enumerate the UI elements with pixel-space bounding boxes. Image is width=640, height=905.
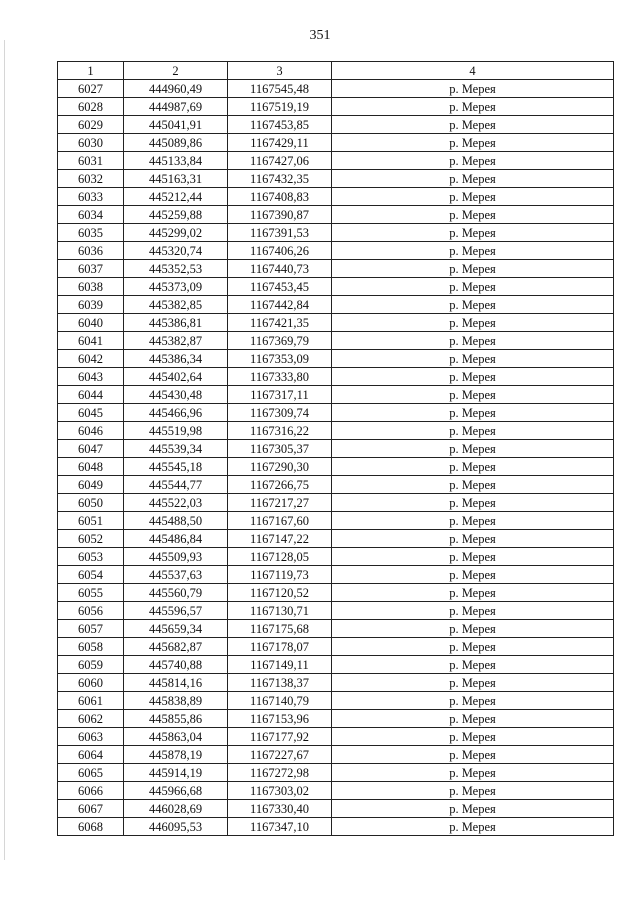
point-number-cell: 6028 xyxy=(58,98,124,116)
table-row xyxy=(58,422,614,440)
point-number-cell: 6049 xyxy=(58,476,124,494)
y-coordinate-cell: 1167330,40 xyxy=(228,800,332,818)
y-coordinate-cell: 1167545,48 xyxy=(228,80,332,98)
y-coordinate-cell: 1167153,96 xyxy=(228,710,332,728)
description-cell: р. Мерея xyxy=(332,440,614,458)
description-cell: р. Мерея xyxy=(332,512,614,530)
y-coordinate-cell: 1167138,37 xyxy=(228,674,332,692)
point-number-cell: 6063 xyxy=(58,728,124,746)
table-body xyxy=(58,80,614,836)
table-row xyxy=(58,188,614,206)
point-number-cell: 6042 xyxy=(58,350,124,368)
description-cell: р. Мерея xyxy=(332,602,614,620)
point-number-cell: 6033 xyxy=(58,188,124,206)
table-row xyxy=(58,764,614,782)
table-row xyxy=(58,80,614,98)
description-cell: р. Мерея xyxy=(332,620,614,638)
table-row xyxy=(58,332,614,350)
point-number-cell: 6050 xyxy=(58,494,124,512)
description-cell: р. Мерея xyxy=(332,404,614,422)
table-row xyxy=(58,638,614,656)
y-coordinate-cell: 1167421,35 xyxy=(228,314,332,332)
point-number-cell: 6037 xyxy=(58,260,124,278)
point-number-cell: 6056 xyxy=(58,602,124,620)
description-cell: р. Мерея xyxy=(332,332,614,350)
table-row xyxy=(58,674,614,692)
y-coordinate-cell: 1167408,83 xyxy=(228,188,332,206)
point-number-cell: 6059 xyxy=(58,656,124,674)
x-coordinate-cell: 445212,44 xyxy=(124,188,228,206)
column-header-3: 3 xyxy=(228,62,332,80)
description-cell: р. Мерея xyxy=(332,692,614,710)
table-row xyxy=(58,602,614,620)
y-coordinate-cell: 1167442,84 xyxy=(228,296,332,314)
description-cell: р. Мерея xyxy=(332,422,614,440)
table-row xyxy=(58,620,614,638)
y-coordinate-cell: 1167317,11 xyxy=(228,386,332,404)
table-row xyxy=(58,224,614,242)
table-row xyxy=(58,584,614,602)
y-coordinate-cell: 1167347,10 xyxy=(228,818,332,836)
table-row xyxy=(58,746,614,764)
description-cell: р. Мерея xyxy=(332,116,614,134)
x-coordinate-cell: 445163,31 xyxy=(124,170,228,188)
x-coordinate-cell: 444960,49 xyxy=(124,80,228,98)
description-cell: р. Мерея xyxy=(332,548,614,566)
page-number: 351 xyxy=(309,28,331,43)
table-row xyxy=(58,656,614,674)
y-coordinate-cell: 1167128,05 xyxy=(228,548,332,566)
table-row xyxy=(58,206,614,224)
description-cell: р. Мерея xyxy=(332,224,614,242)
description-cell: р. Мерея xyxy=(332,260,614,278)
table-row xyxy=(58,386,614,404)
x-coordinate-cell: 445878,19 xyxy=(124,746,228,764)
y-coordinate-cell: 1167390,87 xyxy=(228,206,332,224)
y-coordinate-cell: 1167432,35 xyxy=(228,170,332,188)
x-coordinate-cell: 445041,91 xyxy=(124,116,228,134)
x-coordinate-cell: 445488,50 xyxy=(124,512,228,530)
y-coordinate-cell: 1167290,30 xyxy=(228,458,332,476)
y-coordinate-cell: 1167519,19 xyxy=(228,98,332,116)
x-coordinate-cell: 445814,16 xyxy=(124,674,228,692)
y-coordinate-cell: 1167227,67 xyxy=(228,746,332,764)
x-coordinate-cell: 445544,77 xyxy=(124,476,228,494)
description-cell: р. Мерея xyxy=(332,242,614,260)
x-coordinate-cell: 445545,18 xyxy=(124,458,228,476)
x-coordinate-cell: 445402,64 xyxy=(124,368,228,386)
table-row xyxy=(58,782,614,800)
x-coordinate-cell: 445386,81 xyxy=(124,314,228,332)
table-row xyxy=(58,170,614,188)
y-coordinate-cell: 1167309,74 xyxy=(228,404,332,422)
description-cell: р. Мерея xyxy=(332,206,614,224)
description-cell: р. Мерея xyxy=(332,656,614,674)
y-coordinate-cell: 1167140,79 xyxy=(228,692,332,710)
description-cell: р. Мерея xyxy=(332,188,614,206)
point-number-cell: 6032 xyxy=(58,170,124,188)
coordinates-table xyxy=(57,61,614,836)
point-number-cell: 6062 xyxy=(58,710,124,728)
table-header xyxy=(58,62,614,80)
description-cell: р. Мерея xyxy=(332,350,614,368)
y-coordinate-cell: 1167303,02 xyxy=(228,782,332,800)
table-row xyxy=(58,512,614,530)
table-row xyxy=(58,494,614,512)
x-coordinate-cell: 445863,04 xyxy=(124,728,228,746)
x-coordinate-cell: 445386,34 xyxy=(124,350,228,368)
description-cell: р. Мерея xyxy=(332,368,614,386)
point-number-cell: 6029 xyxy=(58,116,124,134)
y-coordinate-cell: 1167406,26 xyxy=(228,242,332,260)
x-coordinate-cell: 445855,86 xyxy=(124,710,228,728)
x-coordinate-cell: 445560,79 xyxy=(124,584,228,602)
y-coordinate-cell: 1167453,85 xyxy=(228,116,332,134)
y-coordinate-cell: 1167217,27 xyxy=(228,494,332,512)
table-row xyxy=(58,116,614,134)
table-row xyxy=(58,296,614,314)
description-cell: р. Мерея xyxy=(332,278,614,296)
x-coordinate-cell: 445259,88 xyxy=(124,206,228,224)
table-row xyxy=(58,152,614,170)
x-coordinate-cell: 445682,87 xyxy=(124,638,228,656)
y-coordinate-cell: 1167119,73 xyxy=(228,566,332,584)
table-row xyxy=(58,134,614,152)
point-number-cell: 6048 xyxy=(58,458,124,476)
table-row xyxy=(58,440,614,458)
y-coordinate-cell: 1167369,79 xyxy=(228,332,332,350)
point-number-cell: 6051 xyxy=(58,512,124,530)
description-cell: р. Мерея xyxy=(332,818,614,836)
point-number-cell: 6055 xyxy=(58,584,124,602)
table-row xyxy=(58,368,614,386)
point-number-cell: 6052 xyxy=(58,530,124,548)
y-coordinate-cell: 1167427,06 xyxy=(228,152,332,170)
point-number-cell: 6061 xyxy=(58,692,124,710)
point-number-cell: 6039 xyxy=(58,296,124,314)
y-coordinate-cell: 1167429,11 xyxy=(228,134,332,152)
x-coordinate-cell: 445382,85 xyxy=(124,296,228,314)
y-coordinate-cell: 1167453,45 xyxy=(228,278,332,296)
description-cell: р. Мерея xyxy=(332,710,614,728)
point-number-cell: 6067 xyxy=(58,800,124,818)
x-coordinate-cell: 445509,93 xyxy=(124,548,228,566)
y-coordinate-cell: 1167147,22 xyxy=(228,530,332,548)
y-coordinate-cell: 1167266,75 xyxy=(228,476,332,494)
y-coordinate-cell: 1167130,71 xyxy=(228,602,332,620)
point-number-cell: 6060 xyxy=(58,674,124,692)
y-coordinate-cell: 1167175,68 xyxy=(228,620,332,638)
x-coordinate-cell: 445466,96 xyxy=(124,404,228,422)
header-row xyxy=(58,62,614,80)
table-row xyxy=(58,800,614,818)
y-coordinate-cell: 1167440,73 xyxy=(228,260,332,278)
column-header-2: 2 xyxy=(124,62,228,80)
description-cell: р. Мерея xyxy=(332,584,614,602)
point-number-cell: 6043 xyxy=(58,368,124,386)
description-cell: р. Мерея xyxy=(332,152,614,170)
x-coordinate-cell: 445659,34 xyxy=(124,620,228,638)
point-number-cell: 6041 xyxy=(58,332,124,350)
coordinates-table-container xyxy=(57,61,614,836)
table-row xyxy=(58,314,614,332)
table-row xyxy=(58,458,614,476)
y-coordinate-cell: 1167391,53 xyxy=(228,224,332,242)
description-cell: р. Мерея xyxy=(332,458,614,476)
x-coordinate-cell: 445320,74 xyxy=(124,242,228,260)
description-cell: р. Мерея xyxy=(332,746,614,764)
y-coordinate-cell: 1167272,98 xyxy=(228,764,332,782)
y-coordinate-cell: 1167120,52 xyxy=(228,584,332,602)
y-coordinate-cell: 1167149,11 xyxy=(228,656,332,674)
point-number-cell: 6057 xyxy=(58,620,124,638)
point-number-cell: 6054 xyxy=(58,566,124,584)
x-coordinate-cell: 445537,63 xyxy=(124,566,228,584)
table-row xyxy=(58,98,614,116)
x-coordinate-cell: 445373,09 xyxy=(124,278,228,296)
description-cell: р. Мерея xyxy=(332,296,614,314)
x-coordinate-cell: 445089,86 xyxy=(124,134,228,152)
x-coordinate-cell: 445740,88 xyxy=(124,656,228,674)
x-coordinate-cell: 446095,53 xyxy=(124,818,228,836)
description-cell: р. Мерея xyxy=(332,170,614,188)
x-coordinate-cell: 444987,69 xyxy=(124,98,228,116)
description-cell: р. Мерея xyxy=(332,566,614,584)
table-row xyxy=(58,710,614,728)
description-cell: р. Мерея xyxy=(332,530,614,548)
y-coordinate-cell: 1167167,60 xyxy=(228,512,332,530)
x-coordinate-cell: 445382,87 xyxy=(124,332,228,350)
point-number-cell: 6046 xyxy=(58,422,124,440)
y-coordinate-cell: 1167177,92 xyxy=(228,728,332,746)
x-coordinate-cell: 445519,98 xyxy=(124,422,228,440)
table-row xyxy=(58,404,614,422)
description-cell: р. Мерея xyxy=(332,494,614,512)
x-coordinate-cell: 445299,02 xyxy=(124,224,228,242)
x-coordinate-cell: 445596,57 xyxy=(124,602,228,620)
table-row xyxy=(58,242,614,260)
y-coordinate-cell: 1167316,22 xyxy=(228,422,332,440)
description-cell: р. Мерея xyxy=(332,98,614,116)
x-coordinate-cell: 445522,03 xyxy=(124,494,228,512)
description-cell: р. Мерея xyxy=(332,764,614,782)
point-number-cell: 6030 xyxy=(58,134,124,152)
point-number-cell: 6040 xyxy=(58,314,124,332)
point-number-cell: 6045 xyxy=(58,404,124,422)
point-number-cell: 6027 xyxy=(58,80,124,98)
description-cell: р. Мерея xyxy=(332,800,614,818)
x-coordinate-cell: 445966,68 xyxy=(124,782,228,800)
table-row xyxy=(58,566,614,584)
x-coordinate-cell: 445430,48 xyxy=(124,386,228,404)
description-cell: р. Мерея xyxy=(332,314,614,332)
description-cell: р. Мерея xyxy=(332,386,614,404)
x-coordinate-cell: 445539,34 xyxy=(124,440,228,458)
point-number-cell: 6068 xyxy=(58,818,124,836)
point-number-cell: 6034 xyxy=(58,206,124,224)
description-cell: р. Мерея xyxy=(332,728,614,746)
table-row xyxy=(58,350,614,368)
x-coordinate-cell: 446028,69 xyxy=(124,800,228,818)
point-number-cell: 6038 xyxy=(58,278,124,296)
column-header-4: 4 xyxy=(332,62,614,80)
point-number-cell: 6036 xyxy=(58,242,124,260)
table-row xyxy=(58,278,614,296)
x-coordinate-cell: 445352,53 xyxy=(124,260,228,278)
point-number-cell: 6031 xyxy=(58,152,124,170)
point-number-cell: 6053 xyxy=(58,548,124,566)
table-row xyxy=(58,818,614,836)
point-number-cell: 6065 xyxy=(58,764,124,782)
point-number-cell: 6035 xyxy=(58,224,124,242)
point-number-cell: 6064 xyxy=(58,746,124,764)
table-row xyxy=(58,260,614,278)
column-header-1: 1 xyxy=(58,62,124,80)
description-cell: р. Мерея xyxy=(332,674,614,692)
description-cell: р. Мерея xyxy=(332,476,614,494)
description-cell: р. Мерея xyxy=(332,134,614,152)
table-row xyxy=(58,548,614,566)
description-cell: р. Мерея xyxy=(332,80,614,98)
point-number-cell: 6044 xyxy=(58,386,124,404)
table-row xyxy=(58,476,614,494)
x-coordinate-cell: 445133,84 xyxy=(124,152,228,170)
table-row xyxy=(58,530,614,548)
x-coordinate-cell: 445838,89 xyxy=(124,692,228,710)
y-coordinate-cell: 1167333,80 xyxy=(228,368,332,386)
y-coordinate-cell: 1167353,09 xyxy=(228,350,332,368)
x-coordinate-cell: 445486,84 xyxy=(124,530,228,548)
table-row xyxy=(58,692,614,710)
point-number-cell: 6066 xyxy=(58,782,124,800)
point-number-cell: 6047 xyxy=(58,440,124,458)
y-coordinate-cell: 1167305,37 xyxy=(228,440,332,458)
y-coordinate-cell: 1167178,07 xyxy=(228,638,332,656)
description-cell: р. Мерея xyxy=(332,638,614,656)
table-row xyxy=(58,728,614,746)
scan-margin-line xyxy=(4,40,5,860)
x-coordinate-cell: 445914,19 xyxy=(124,764,228,782)
description-cell: р. Мерея xyxy=(332,782,614,800)
point-number-cell: 6058 xyxy=(58,638,124,656)
